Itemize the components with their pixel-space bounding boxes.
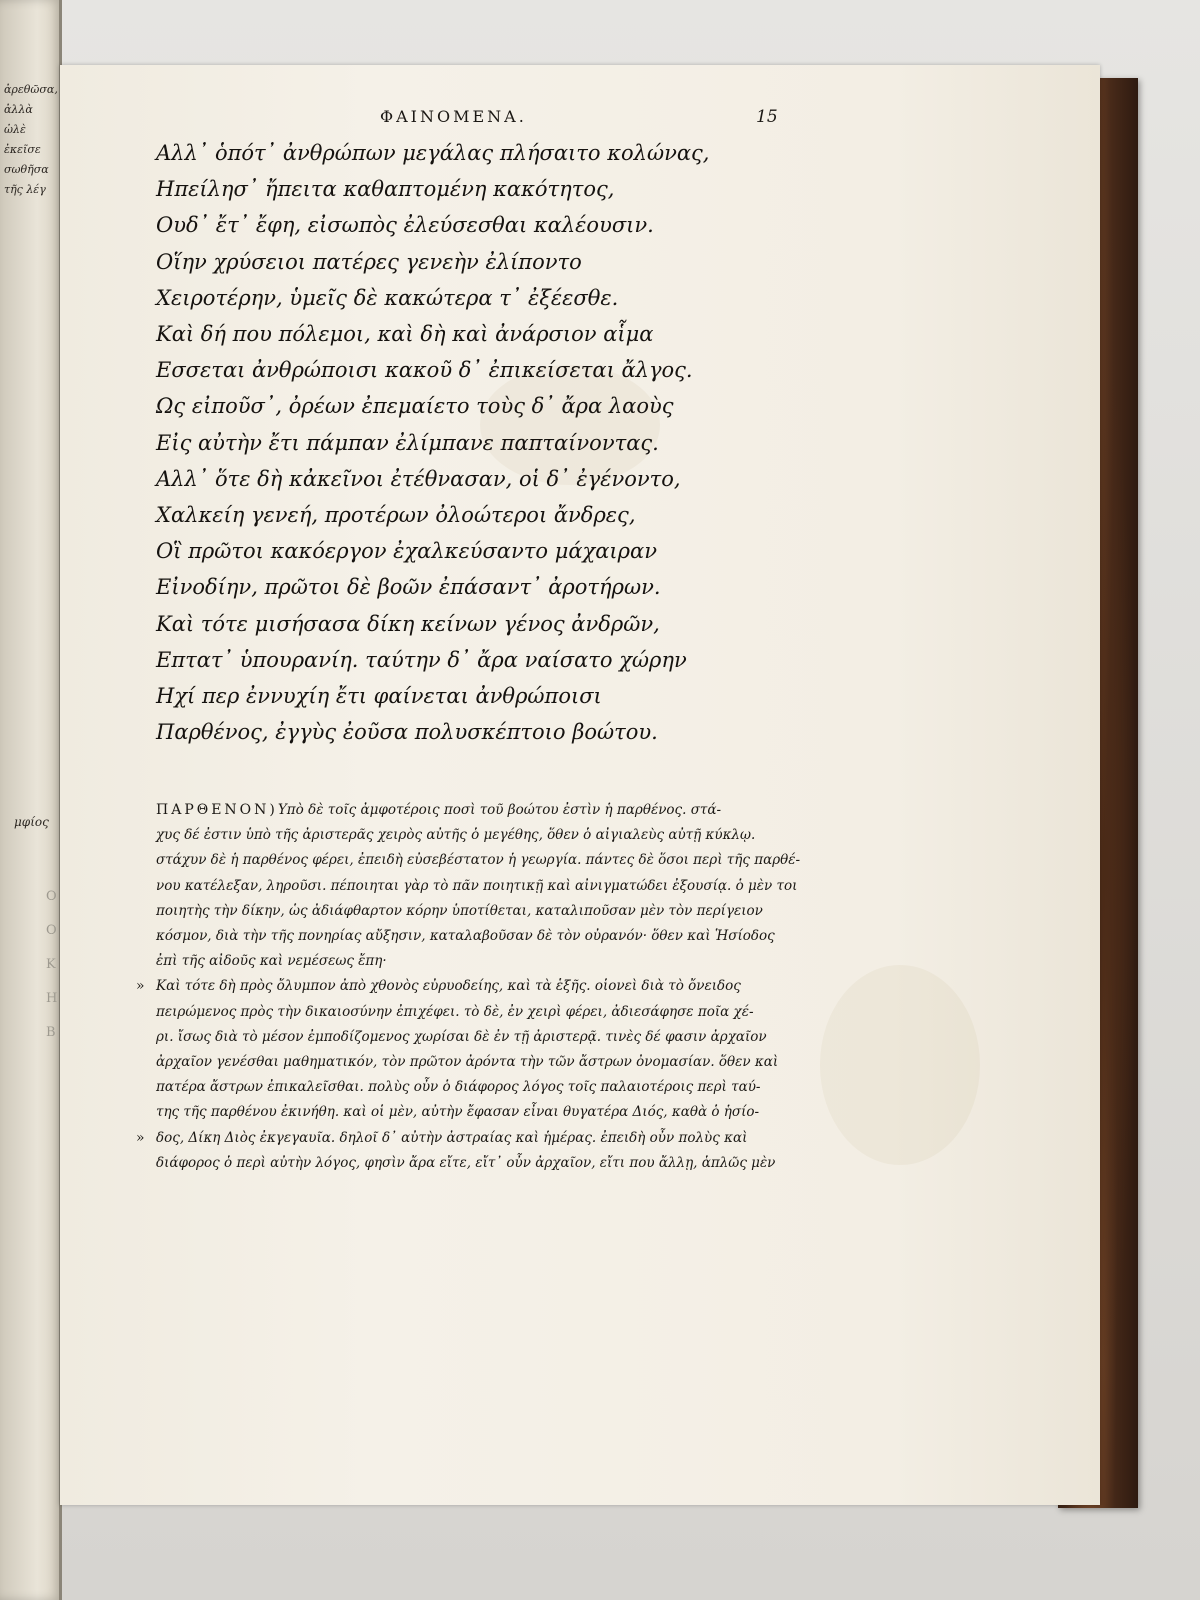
- commentary-line: διάφορος ὁ περὶ αὐτὴν λόγος, φησὶν ἄρα εἴτε, εἴτ᾽ οὖν ἀρχαῖον, εἴτι που ἄλλῃ, ἁπλῶς μὲν: [156, 1154, 776, 1171]
- commentary-line: κόσμον, διὰ τὴν τῆς πονηρίας αὔξησιν, καταλαβοῦσαν δὲ τὸν οὐρανόν· ὅθεν καὶ Ἡσίοδος: [156, 928, 775, 945]
- verse-line: Ως εἰποῦσ᾽, ὀρέων ἐπεμαίετο τοὺς δ᾽ ἄρα λαοὺς: [156, 394, 674, 419]
- left-letter: Η: [46, 991, 58, 1006]
- verse-line: Χαλκείη γενεή, προτέρων ὀλοώτεροι ἄνδρες,: [156, 503, 636, 528]
- running-title: ΦΑΙΝΟΜΕΝΑ.: [380, 107, 527, 126]
- commentary-text: Καὶ τότε δὴ πρὸς ὄλυμπον ἀπὸ χθονὸς εὐρυοδείης, καὶ τὰ ἑξῆς. οἱονεὶ διὰ τὸ ὄνειδος: [156, 978, 741, 995]
- left-letter: Κ: [46, 957, 56, 972]
- commentary-line: ποιητὴς τὴν δίκην, ὡς ἀδιάφθαρτον κόρην ὑποτίθεται, καταλιποῦσαν μὲν τὸν περίγειον: [156, 902, 763, 919]
- verse-line: Καὶ δή που πόλεμοι, καὶ δὴ καὶ ἀνάρσιον αἷμα: [156, 322, 654, 347]
- verse-line: Επτατ᾽ ὑπουρανίη. ταύτην δ᾽ ἄρα ναίσατο χώρην: [156, 647, 687, 672]
- left-facing-page: [0, 0, 62, 1600]
- verse-line: Εἰνοδίην, πρῶτοι δὲ βοῶν ἐπάσαντ᾽ ἀροτήρων.: [156, 575, 661, 600]
- quotation-mark: »: [136, 978, 145, 995]
- page-number: 15: [756, 107, 778, 127]
- commentary-line: ἀρχαῖον γενέσθαι μαθηματικόν, τὸν πρῶτον ἀρόντα τὴν τῶν ἄστρων ὀνομασίαν. ὅθεν καὶ: [156, 1054, 779, 1071]
- commentary-line: νου κατέλεξαν, ληροῦσι. πέποιηται γὰρ τὸ πᾶν ποιητικῇ καὶ αἰνιγματώδει ἐξουσίᾳ. ὁ μὲν τοι: [156, 877, 798, 894]
- left-page-fragments: [4, 80, 60, 200]
- commentary-line: πατέρα ἄστρων ἐπικαλεῖσθαι. πολὺς οὖν ὁ διάφορος λόγος τοῖς παλαιοτέροις περὶ ταύ-: [156, 1079, 761, 1096]
- quotation-mark: »: [136, 1129, 145, 1146]
- left-side-word: μφίος: [14, 815, 49, 829]
- commentary-line: πειρώμενος πρὸς τὴν δικαιοσύνην ἐπιχέφει. τὸ δὲ, ἐν χειρὶ φέρει, ἀδιεσάφησε ποῖα χέ-: [156, 1003, 754, 1020]
- verse-line: Οἳ πρῶτοι κακόεργον ἐχαλκεύσαντο μάχαιραν: [156, 539, 657, 564]
- commentary-text: Υπὸ δὲ τοῖς ἀμφοτέροις ποσὶ τοῦ βοώτου ἐστὶν ἡ παρθένος. στά-: [277, 802, 722, 818]
- page-header: [60, 107, 1100, 137]
- verse-line: Ουδ᾽ ἔτ᾽ ἔφη, εἰσωπὸς ἐλεύσεσθαι καλέουσιν.: [156, 213, 654, 238]
- verse-line: Εἰς αὐτὴν ἔτι πάμπαν ἐλίμπανε παπταίνοντας.: [156, 430, 659, 455]
- left-fragment: ἀλλὰ: [4, 103, 33, 116]
- commentary-lemma: ΠΑΡΘΕΝΟΝ): [156, 802, 278, 818]
- left-fragment: ἐκεῖσε: [4, 143, 41, 156]
- left-fragment: ὠλὲ: [4, 123, 26, 136]
- commentary-line: ρι. ἴσως διὰ τὸ μέσον ἐμποδίζομενος χωρίσαι δὲ ἐν τῇ ἀριστερᾷ. τινὲς δέ φασιν ἀρχαῖον: [156, 1028, 767, 1045]
- left-letter: Ο: [46, 923, 57, 938]
- verse-line: Χειροτέρην, ὑμεῖς δὲ κακώτερα τ᾽ ἐξέεσθε.: [156, 285, 619, 310]
- commentary-line: [136, 1126, 856, 1151]
- commentary-line: χυς δέ ἐστιν ὑπὸ τῆς ἀριστερᾶς χειρὸς αὐτῆς ὁ μεγέθης, ὅθεν ὁ αἰγιαλεὺς αὐτῇ κύκλῳ.: [156, 827, 756, 844]
- left-letter: Β: [46, 1025, 56, 1040]
- commentary-line: της τῆς παρθένου ἐκινήθη. καὶ οἱ μὲν, αὐτὴν ἔφασαν εἶναι θυγατέρα Διός, καθὰ ὁ ἡσίο-: [156, 1104, 760, 1121]
- verse-line: Ηπείλησ᾽ ἤπειτα καθαπτομένη κακότητος,: [156, 177, 615, 202]
- verse-line: Εσσεται ἀνθρώποισι κακοῦ δ᾽ ἐπικείσεται ἄλγος.: [156, 358, 693, 383]
- verse-line: Ηχί περ ἐννυχίη ἔτι φαίνεται ἀνθρώποισι: [156, 684, 602, 709]
- left-fragment: ἀρεθῶσα,: [4, 83, 58, 96]
- left-fragment: σωθῆσα: [4, 163, 49, 176]
- left-fragment: τῆς λέγ: [4, 183, 46, 196]
- commentary-line: στάχυν δὲ ἡ παρθένος φέρει, ἐπειδὴ εὐσεβέστατον ἡ γεωργία. πάντες δὲ ὅσοι περὶ τῆς παρθέ-: [156, 852, 801, 869]
- verse-block: [156, 135, 756, 750]
- commentary-text: δος, Δίκη Διὸς ἐκγεγαυῖα. δηλοῖ δ᾽ αὐτὴν ἀστραίας καὶ ἡμέρας. ἐπειδὴ οὖν πολὺς καὶ: [156, 1129, 748, 1146]
- verse-line: Οἵην χρύσειοι πατέρες γενεὴν ἐλίποντο: [156, 249, 582, 274]
- commentary-line: [136, 798, 856, 823]
- verse-line: Καὶ τότε μισήσασα δίκη κείνων γένος ἀνδρῶν,: [156, 611, 660, 636]
- verse-line: Αλλ᾽ ὅτε δὴ κἀκεῖνοι ἐτέθνασαν, οἱ δ᾽ ἐγένοντο,: [156, 466, 681, 491]
- book-page: [60, 65, 1100, 1505]
- left-letter: Ο: [46, 889, 57, 904]
- verse-line: Αλλ᾽ ὁπότ᾽ ἀνθρώπων μεγάλας πλήσαιτο κολώνας,: [156, 141, 710, 165]
- commentary-line: [136, 974, 856, 999]
- commentary-block: [136, 798, 856, 1176]
- verse-line: Παρθένος, ἐγγὺς ἐοῦσα πολυσκέπτοιο βοώτου.: [156, 720, 658, 745]
- commentary-line: ἐπὶ τῆς αἰδοῦς καὶ νεμέσεως ἔπη·: [156, 953, 387, 970]
